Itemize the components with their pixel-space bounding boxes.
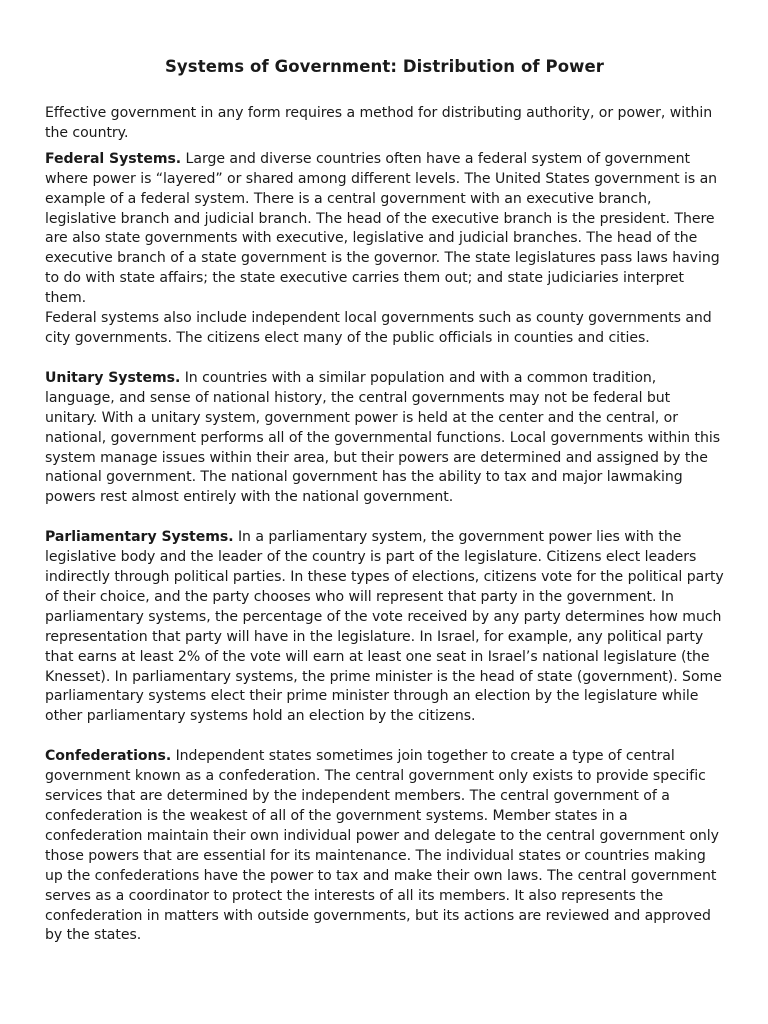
- section-body-federal: Large and diverse countries often have a federal system of government where power is “layered” or shared among different levels. The United States government is an example of a federal system. There is a central government with an executive branch, legislative branch and judicial branch. The head of the executive branch is the president. There are also state governments with executive, legislative and judicial branches. The head of the executive branch of a state government is the governor. The state legislatures pass laws having to do with state affairs; the state executive carries them out; and state judiciaries interpret them.: [45, 150, 720, 307]
- section-body-unitary: In countries with a similar population and with a common tradition, language, and sense of national history, the central governments may not be federal but unitary. With a unitary system, government power is held at the center and the central, or national, government performs all of the governmental functions. Local governments within this system manage issues within their area, but their powers are determined and assigned by the national government. The national government has the ability to tax and major lawmaking powers rest almost entirely with the national government.: [45, 369, 721, 506]
- section-body-parliamentary: In a parliamentary system, the government power lies with the legislative body and the leader of the country is part of the legislature. Citizens elect leaders indirectly through political parties. In these types of elections, citizens vote for the political party of their choice, and the party chooses who will represent that party in the government. In parliamentary systems, the percentage of the vote received by any party determines how much representation that party will have in the legislature. In Israel, for example, any political party that earns at least 2% of the vote will earn at least one seat in Israel’s national legislature (the Knesset). In parliamentary systems, the prime minister is the head of state (government). Some parliamentary systems elect their prime minister through an election by the legislature while other parliamentary systems hold an election by the citizens.: [45, 529, 724, 725]
- paragraph-spacer: [45, 727, 724, 747]
- section-unitary: [45, 369, 724, 508]
- section-heading-unitary: Unitary Systems.: [45, 369, 181, 386]
- paragraph-spacer: [45, 349, 724, 369]
- paragraph-spacer: [45, 508, 724, 528]
- section-body-confederations: Independent states sometimes join together to create a type of central government known as a confederation. The central government only exists to provide specific services that are determined by the independent members. The central government of a confederation is the weakest of all of the government systems. Member states in a confederation maintain their own individual power and delegate to the central government only those powers that are essential for its maintenance. The individual states or countries making up the confederations have the power to tax and make their own laws. The central government serves as a coordinator to protect the interests of all its members. It also represents the confederation in matters with outside governments, but its actions are reviewed and approved by the states.: [45, 748, 719, 944]
- page-title: Systems of Government: Distribution of Power: [164, 57, 605, 76]
- section-parliamentary: [45, 528, 724, 727]
- intro-paragraph: Effective government in any form requires a method for distributing authority, or power, within the country.: [45, 105, 713, 141]
- section-federal-continued: Federal systems also include independent local governments such as county governments and city governments. The citizens elect many of the public officials in counties and cities.: [45, 310, 712, 346]
- section-confederations: [45, 747, 724, 946]
- section-heading-federal: Federal Systems.: [45, 150, 182, 167]
- section-heading-parliamentary: Parliamentary Systems.: [45, 529, 234, 546]
- section-heading-confederations: Confederations.: [45, 748, 172, 765]
- section-federal: [45, 150, 724, 309]
